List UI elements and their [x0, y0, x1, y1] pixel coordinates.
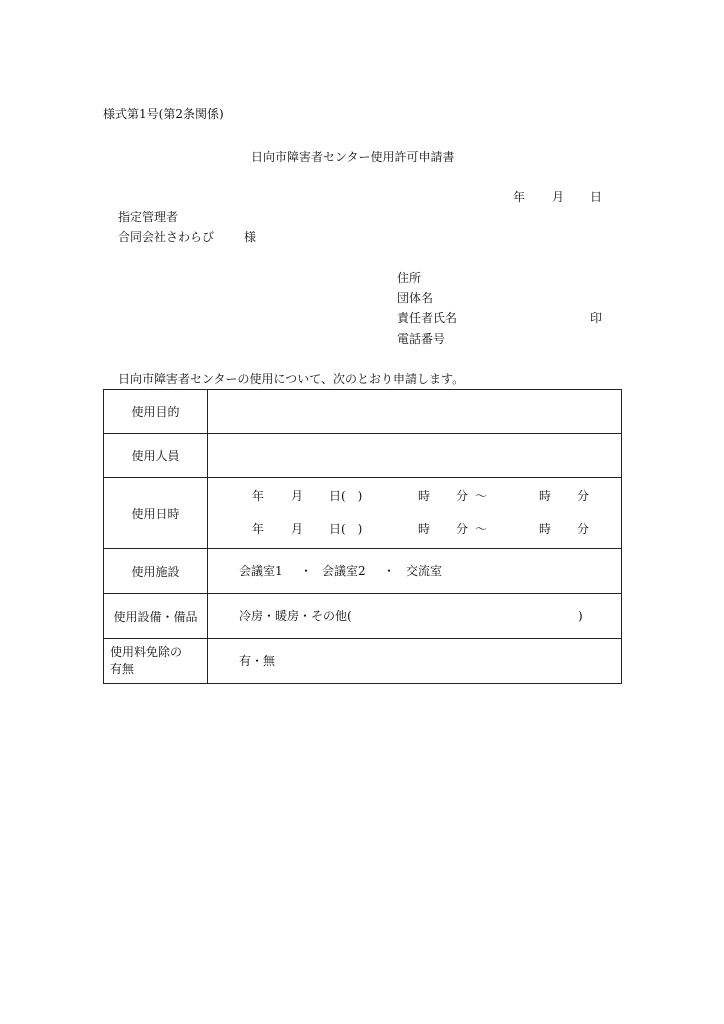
- dt2-minute: 分: [456, 522, 469, 536]
- facility-label: 使用施設: [104, 549, 208, 594]
- fee-exemption-label-line2: 有無: [110, 662, 135, 676]
- fee-exemption-label-line1: 使用料免除の: [110, 645, 183, 659]
- people-row: [104, 434, 622, 478]
- datetime-row: [104, 478, 622, 549]
- addressee-honorific: 様: [244, 230, 257, 244]
- fee-exemption-row: [104, 639, 622, 684]
- facility-separator: ・: [383, 564, 396, 578]
- people-field[interactable]: [208, 434, 622, 478]
- dt1-end-minute: 分: [577, 489, 590, 503]
- intro-text: 日向市障害者センターの使用について、次のとおり申請します。: [118, 372, 465, 386]
- addressee-manager: 指定管理者: [118, 210, 179, 224]
- applicant-organization-label: 団体名: [397, 291, 434, 305]
- fee-exemption-label: [104, 639, 208, 684]
- application-table: [103, 389, 622, 684]
- purpose-label: 使用目的: [104, 390, 208, 434]
- dt2-tilde: ～: [475, 522, 488, 536]
- date-day: 日: [590, 190, 603, 204]
- dt2-year: 年: [252, 522, 265, 536]
- dt2-month: 月: [291, 522, 304, 536]
- facility-option-room2[interactable]: 会議室2: [322, 564, 366, 578]
- purpose-row: [104, 390, 622, 434]
- equipment-label: 使用設備・備品: [104, 594, 208, 639]
- dt2-day: 日( ): [329, 522, 363, 536]
- dt2-end-minute: 分: [577, 522, 590, 536]
- facility-row: [104, 549, 622, 594]
- dt1-end-hour: 時: [539, 489, 552, 503]
- dt1-month: 月: [291, 489, 304, 503]
- equipment-row: [104, 594, 622, 639]
- dt1-tilde: ～: [475, 489, 488, 503]
- dt2-end-hour: 時: [539, 522, 552, 536]
- applicant-phone-label: 電話番号: [397, 332, 446, 346]
- facility-separator: ・: [300, 564, 313, 578]
- facility-field[interactable]: [208, 549, 622, 594]
- form-number: 様式第1号(第2条関係): [103, 107, 224, 121]
- fee-exemption-value[interactable]: 有・無: [239, 654, 276, 668]
- date-month: 月: [552, 190, 565, 204]
- dt1-day: 日( ): [329, 489, 363, 503]
- facility-option-room1[interactable]: 会議室1: [239, 564, 283, 578]
- datetime-label: 使用日時: [104, 478, 208, 549]
- addressee-company: 合同会社さわらび: [118, 230, 215, 244]
- equipment-close-paren: ): [578, 609, 583, 623]
- applicant-responsible-label: 責任者氏名: [397, 311, 458, 325]
- datetime-field[interactable]: [208, 478, 622, 549]
- equipment-options: 冷房・暖房・その他(: [239, 609, 352, 623]
- dt1-minute: 分: [456, 489, 469, 503]
- dt1-year: 年: [252, 489, 265, 503]
- purpose-field[interactable]: [208, 390, 622, 434]
- page-title: 日向市障害者センター使用許可申請書: [251, 150, 455, 164]
- date-year: 年: [513, 190, 526, 204]
- fee-exemption-field[interactable]: [208, 639, 622, 684]
- applicant-seal: 印: [590, 311, 603, 325]
- equipment-field[interactable]: [208, 594, 622, 639]
- people-label: 使用人員: [104, 434, 208, 478]
- dt1-hour: 時: [418, 489, 431, 503]
- facility-option-exchange-room[interactable]: 交流室: [406, 564, 443, 578]
- applicant-address-label: 住所: [397, 271, 422, 285]
- dt2-hour: 時: [418, 522, 431, 536]
